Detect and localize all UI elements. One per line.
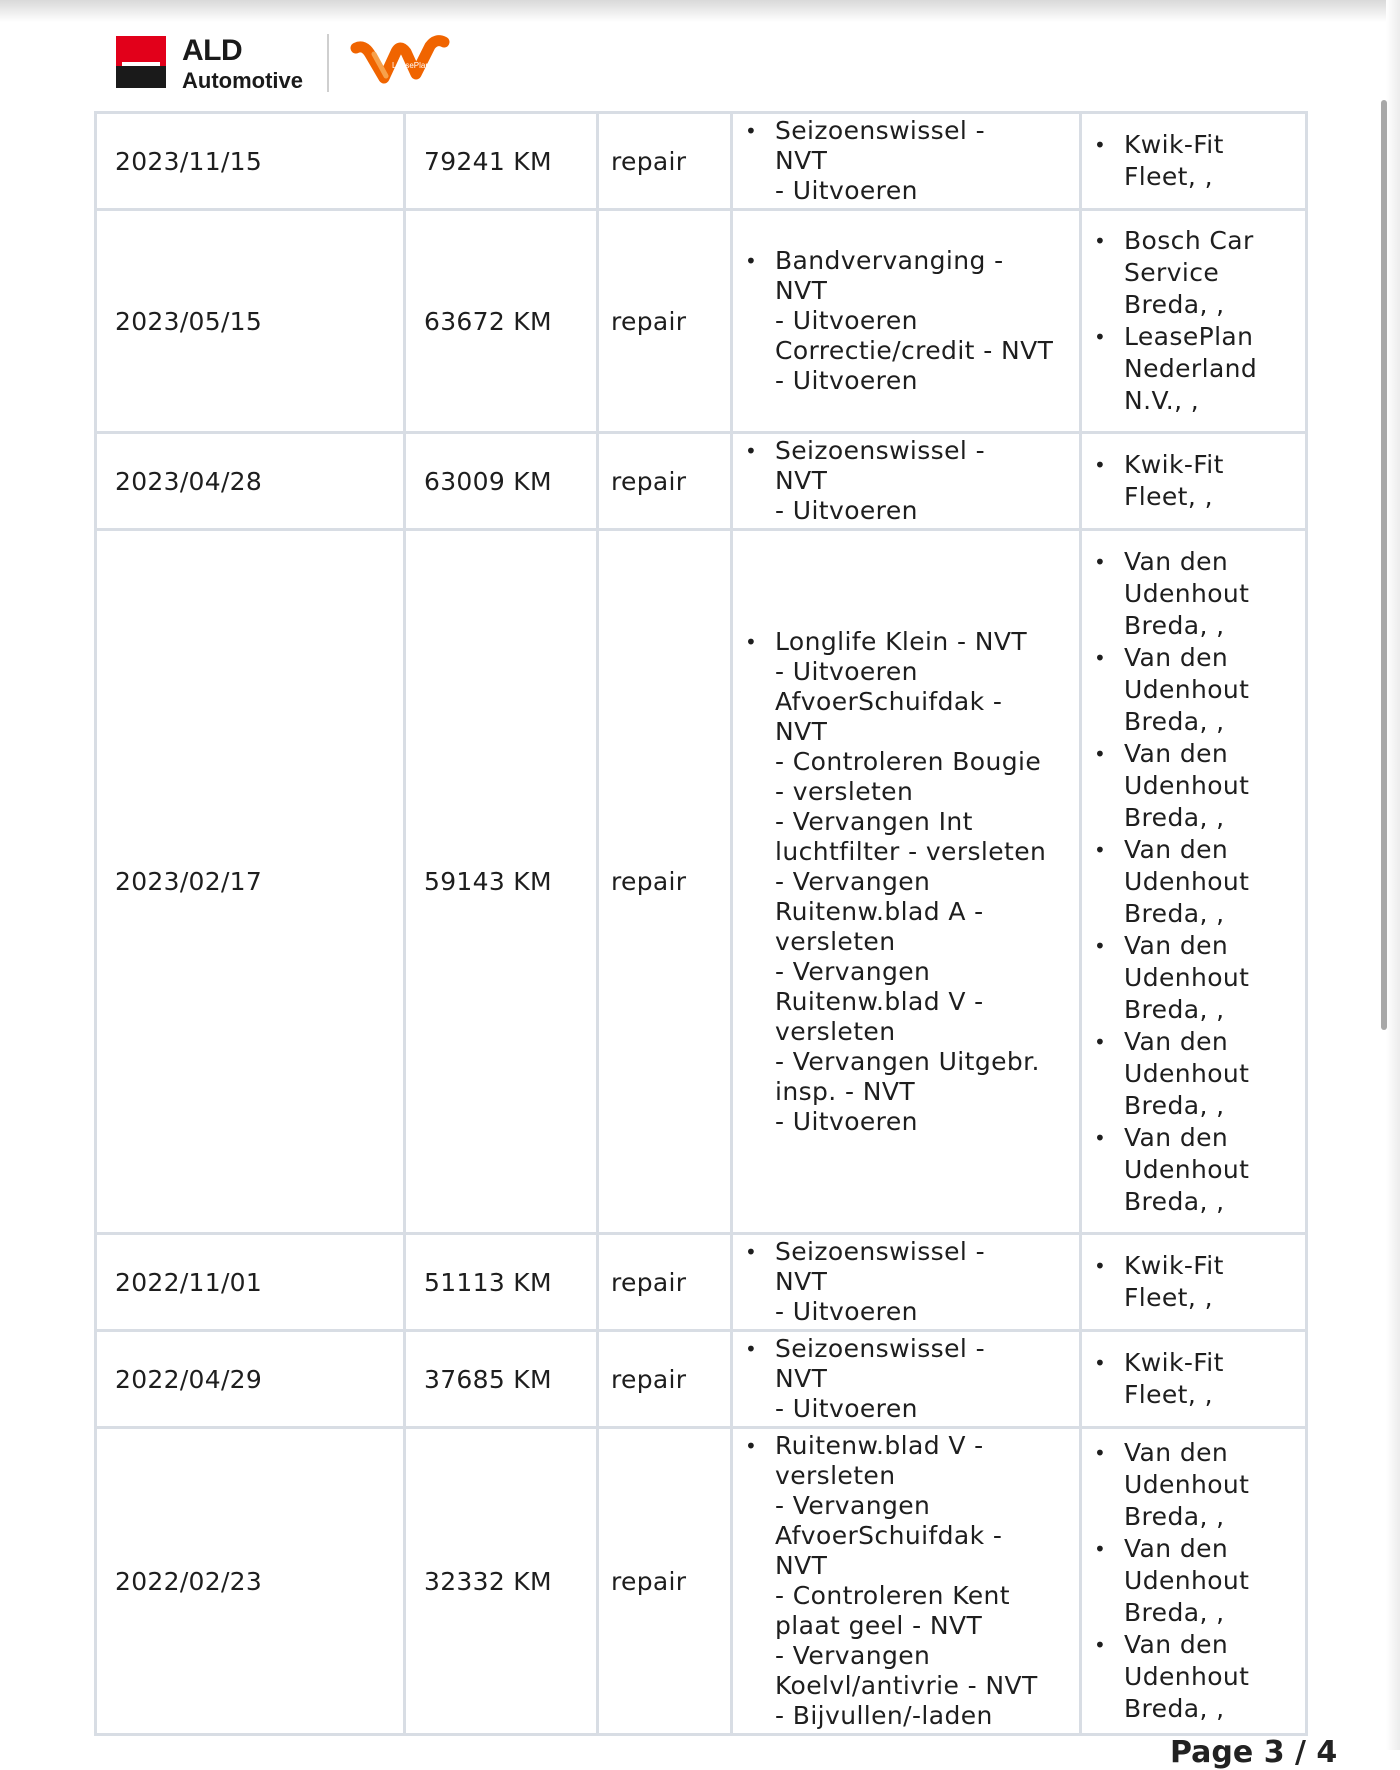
type-cell <box>598 1428 732 1735</box>
date-cell-text: 2023/05/15 <box>115 306 263 336</box>
type-cell <box>598 113 732 210</box>
mileage-cell <box>405 433 598 530</box>
maintenance-history-table <box>94 111 1308 1736</box>
vendors-list <box>1082 223 1305 419</box>
date-cell <box>96 1331 405 1428</box>
type-cell-text: repair <box>611 466 687 496</box>
date-cell-text: 2023/04/28 <box>115 466 263 496</box>
type-cell-text: repair <box>611 146 687 176</box>
list-item: • Seizoenswissel - NVT - Uitvoeren <box>733 1334 1079 1424</box>
date-cell-text: 2023/11/15 <box>115 146 263 176</box>
type-cell-text: repair <box>611 867 687 896</box>
operations-list <box>733 434 1079 528</box>
right-edge-shadow <box>1386 0 1400 1750</box>
operations-list <box>733 1429 1079 1733</box>
list-item: • Van den Udenhout Breda, , <box>1082 834 1305 930</box>
table-row <box>96 210 1307 433</box>
vendors-list <box>1082 1248 1305 1316</box>
vendors-cell <box>1081 113 1307 210</box>
operations-cell <box>732 1234 1081 1331</box>
date-cell <box>96 113 405 210</box>
operations-cell <box>732 1331 1081 1428</box>
date-cell-text: 2022/02/23 <box>115 1566 263 1596</box>
table-row <box>96 530 1307 1234</box>
mileage-cell <box>405 113 598 210</box>
vendors-cell <box>1081 210 1307 433</box>
mileage-cell-text: 51113 KM <box>424 1267 552 1297</box>
vendors-cell <box>1081 530 1307 1234</box>
mileage-cell-text: 59143 KM <box>424 867 552 896</box>
logo-divider <box>327 34 329 92</box>
operations-cell <box>732 433 1081 530</box>
type-cell <box>598 530 732 1234</box>
list-item: • Kwik-Fit Fleet, , <box>1082 449 1305 513</box>
table-row <box>96 113 1307 210</box>
mileage-cell <box>405 530 598 1234</box>
brand-subtitle: Automotive <box>182 68 303 93</box>
operations-cell <box>732 530 1081 1234</box>
vendors-list <box>1082 127 1305 195</box>
vendors-cell <box>1081 1428 1307 1735</box>
list-item: • Van den Udenhout Breda, , <box>1082 1629 1305 1725</box>
vendors-list <box>1082 544 1305 1220</box>
list-item: • LeasePlan Nederland N.V., , <box>1082 321 1305 417</box>
type-cell <box>598 210 732 433</box>
date-cell <box>96 1234 405 1331</box>
mileage-cell-text: 32332 KM <box>424 1566 552 1596</box>
table-row <box>96 433 1307 530</box>
mileage-cell-text: 63672 KM <box>424 306 552 336</box>
list-item: • Kwik-Fit Fleet, , <box>1082 1347 1305 1411</box>
leaseplan-logo-icon <box>350 34 450 92</box>
mileage-cell <box>405 1428 598 1735</box>
list-item: • Kwik-Fit Fleet, , <box>1082 129 1305 193</box>
list-item: • Van den Udenhout Breda, , <box>1082 738 1305 834</box>
operations-list <box>733 1332 1079 1426</box>
type-cell-text: repair <box>611 1566 687 1596</box>
mileage-cell <box>405 1234 598 1331</box>
operations-cell <box>732 113 1081 210</box>
type-cell <box>598 1234 732 1331</box>
list-item: • Seizoenswissel - NVT - Uitvoeren <box>733 436 1079 526</box>
list-item: • Van den Udenhout Breda, , <box>1082 930 1305 1026</box>
operations-list <box>733 244 1079 398</box>
list-item: • Van den Udenhout Breda, , <box>1082 642 1305 738</box>
mileage-cell <box>405 1331 598 1428</box>
page-number: Page 3 / 4 <box>1170 1735 1338 1770</box>
date-cell-text: 2023/02/17 <box>115 867 263 896</box>
type-cell-text: repair <box>611 1267 687 1297</box>
mileage-cell-text: 79241 KM <box>424 146 552 176</box>
mileage-cell <box>405 210 598 433</box>
list-item: • Ruitenw.blad V - versleten - Vervangen AfvoerSchuifdak - NVT - Controleren Kent plaat geel - NVT - Vervangen Koelvl/antivrie - NVT - Bijvullen/-laden <box>733 1431 1079 1731</box>
date-cell <box>96 210 405 433</box>
vendors-list <box>1082 1345 1305 1413</box>
operations-cell <box>732 210 1081 433</box>
vendors-cell <box>1081 433 1307 530</box>
mileage-cell-text: 63009 KM <box>424 466 552 496</box>
list-item: • Van den Udenhout Breda, , <box>1082 546 1305 642</box>
vendors-list <box>1082 1435 1305 1727</box>
list-item: • Bandvervanging - NVT - Uitvoeren Correctie/credit - NVT - Uitvoeren <box>733 246 1079 396</box>
mileage-cell-text: 37685 KM <box>424 1364 552 1394</box>
ald-logo-icon <box>116 36 166 88</box>
type-cell <box>598 433 732 530</box>
operations-list <box>733 114 1079 208</box>
operations-list <box>733 1235 1079 1329</box>
date-cell-text: 2022/11/01 <box>115 1267 263 1297</box>
list-item: • Seizoenswissel - NVT - Uitvoeren <box>733 1237 1079 1327</box>
operations-cell <box>732 1428 1081 1735</box>
svg-text:LeasePlan: LeasePlan <box>392 61 430 70</box>
top-shadow <box>0 0 1400 22</box>
list-item: • Van den Udenhout Breda, , <box>1082 1533 1305 1629</box>
date-cell <box>96 530 405 1234</box>
list-item: • Van den Udenhout Breda, , <box>1082 1026 1305 1122</box>
table-row <box>96 1234 1307 1331</box>
vendors-cell <box>1081 1331 1307 1428</box>
list-item: • Seizoenswissel - NVT - Uitvoeren <box>733 116 1079 206</box>
list-item: • Van den Udenhout Breda, , <box>1082 1437 1305 1533</box>
type-cell-text: repair <box>611 306 687 336</box>
table-row <box>96 1428 1307 1735</box>
scrollbar-thumb[interactable] <box>1381 100 1387 1030</box>
date-cell-text: 2022/04/29 <box>115 1364 263 1394</box>
list-item: • Bosch Car Service Breda, , <box>1082 225 1305 321</box>
list-item: • Kwik-Fit Fleet, , <box>1082 1250 1305 1314</box>
operations-list <box>733 625 1079 1139</box>
date-cell <box>96 1428 405 1735</box>
type-cell <box>598 1331 732 1428</box>
list-item: • Van den Udenhout Breda, , <box>1082 1122 1305 1218</box>
date-cell <box>96 433 405 530</box>
type-cell-text: repair <box>611 1364 687 1394</box>
table-row <box>96 1331 1307 1428</box>
brand-name: ALD <box>182 34 243 67</box>
vendors-list <box>1082 447 1305 515</box>
list-item: • Longlife Klein - NVT - Uitvoeren AfvoerSchuifdak - NVT - Controleren Bougie - versleten - Vervangen Int luchtfilter - versleten - Vervangen Ruitenw.blad A - versleten - Vervangen Ruitenw.blad V - versleten - Vervangen Uitgebr. insp. - NVT - Uitvoeren <box>733 627 1079 1137</box>
vendors-cell <box>1081 1234 1307 1331</box>
